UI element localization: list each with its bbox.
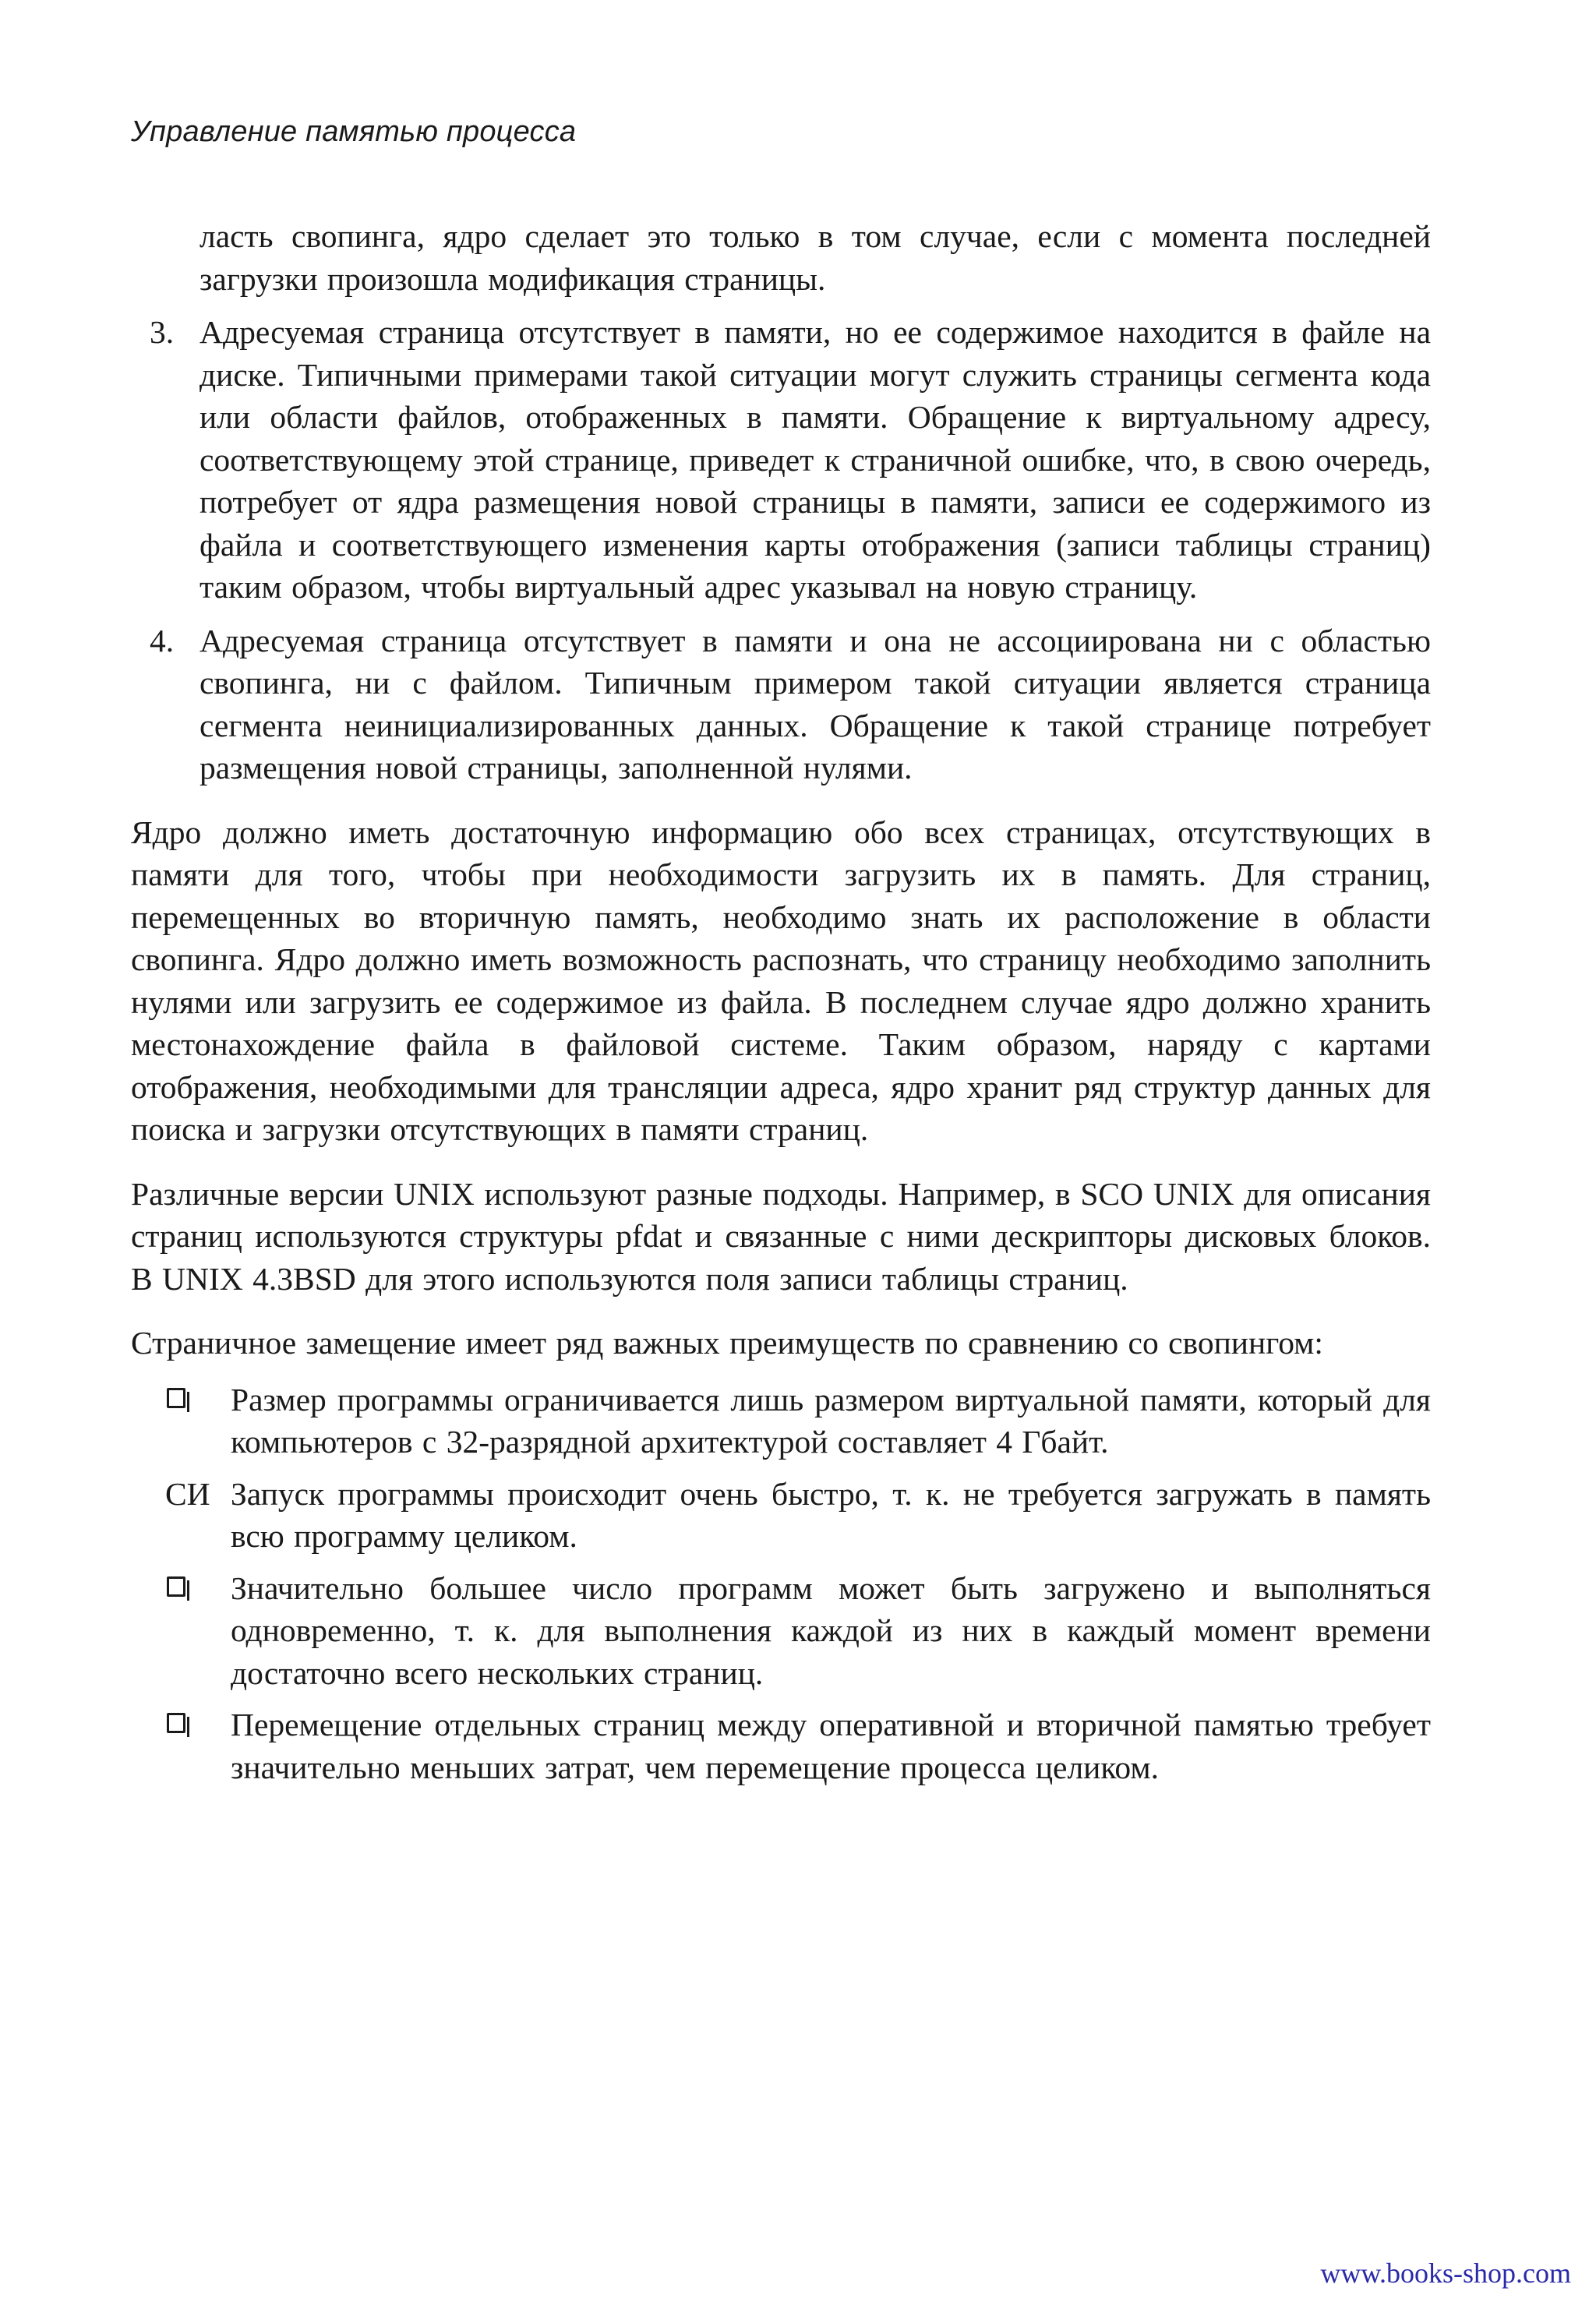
paragraph: Различные версии UNIX используют разные подходы. Например, в SCO UNIX для описания страниц используются структуры pfdat и связанные с ними дескрипторы дисковых блоков. В UNIX 4.3BSD для этого используются поля записи таблицы страниц. [131, 1175, 1431, 1297]
bullet-text: Значительно большее число программ может быть загружено и выполняться одновременно, т. к. для выполнения каждой из них в каждый момент времени достаточно всего нескольких страниц. [231, 1569, 1431, 1691]
numbered-item-3 [131, 311, 1431, 609]
paragraph: Ядро должно иметь достаточную информацию обо всех страницах, отсутствующих в памяти для того, чтобы при необходимости загрузить их в память. Для страниц, перемещенных во вторичную память, необходимо знать их расположение в области свопинга. Ядро должно иметь возможность распознать, что страницу необходимо заполнить нулями или загрузить ее содержимое из файла. В последнем случае ядро должно хранить местонахождение файла в файловой системе. Таким образом, наряду с картами отображения, необходимыми для трансляции адреса, ядро хранит ряд структур данных для поиска и загрузки отсутствующих в памяти страниц. [131, 814, 1431, 1147]
item-text: Адресуемая страница отсутствует в памяти и она не ассоциирована ни с областью свопинга, ни с файлом. Типичным примером такой ситуации является страница сегмента неинициализированных данных. Обращение к такой странице потребует размещения новой страницы, заполненной нулями. [200, 622, 1431, 786]
item-text: Адресуемая страница отсутствует в памяти, но ее содержимое находится в файле на диске. Типичными примерами такой ситуации могут служить страницы сегмента кода или области файлов, отображенных в памяти. Обращение к виртуальному адресу, соответствующему этой странице, приведет к страничной ошибке, что, в свою очередь, потребует от ядра размещения новой страницы в памяти, записи ее содержимого из файла и соответствующего изменения карты отображения (записи таблицы страниц) таким образом, чтобы виртуальный адрес указывал на новую страницу. [200, 314, 1431, 605]
bullet-item [131, 1704, 1431, 1788]
checkbox-bullet-icon [167, 1576, 185, 1597]
bullet-text: Размер программы ограничивается лишь размером виртуальной памяти, который для компьютеров с 32-разрядной архитектурой составляет 4 Гбайт. [231, 1381, 1431, 1460]
bullet-item [131, 1379, 1431, 1463]
page-body [131, 215, 1431, 1798]
checkbox-bullet-icon [167, 1388, 185, 1408]
item-number: 4. [150, 622, 175, 658]
bullet-text: Перемещение отдельных страниц между оперативной и вторичной памятью требует значительно меньших затрат, чем перемещение процесса целиком. [231, 1707, 1431, 1785]
bullet-text: Запуск программы происходит очень быстро, т. к. не требуется загружать в память всю программу целиком. [231, 1475, 1431, 1554]
bullet-list [131, 1379, 1431, 1789]
continuation-text: ласть свопинга, ядро сделает это только в том случае, если с момента последней загрузки произошла модификация страницы. [200, 218, 1431, 297]
paragraph: Страничное замещение имеет ряд важных преимуществ по сравнению со свопингом: [131, 1325, 1323, 1361]
bullet-marker-text: СИ [165, 1475, 210, 1512]
numbered-item-4 [131, 620, 1431, 789]
checkbox-bullet-icon [167, 1713, 185, 1733]
bullet-item [131, 1567, 1431, 1695]
footer-link[interactable]: www.books-shop.com [1320, 2258, 1571, 2289]
running-header: Управление памятью процесса [131, 115, 577, 148]
item-number: 3. [150, 314, 175, 350]
bullet-item [131, 1473, 1431, 1558]
